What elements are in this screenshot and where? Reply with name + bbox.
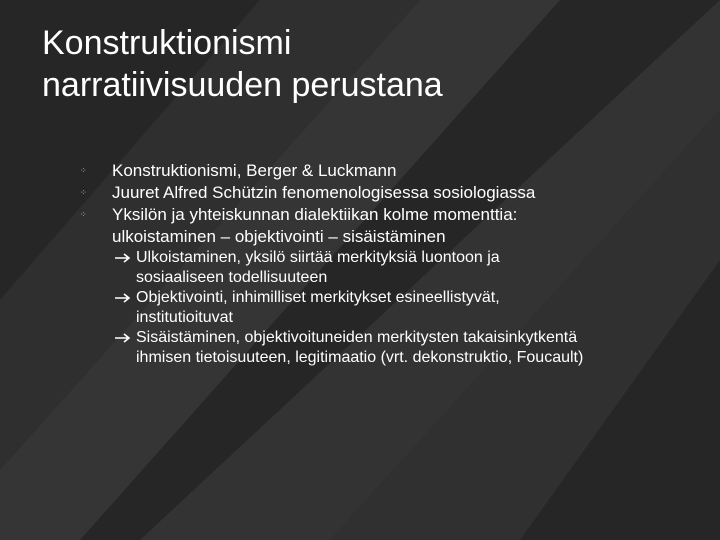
- sub-bullet-text-line-2: sosiaaliseen todellisuuteen: [136, 269, 328, 286]
- sub-bullet-item-1: [114, 248, 700, 288]
- sub-bullet-list: [112, 248, 700, 368]
- bullet-text-line-2: ulkoistaminen – objektivointi – sisäistäminen: [112, 227, 446, 246]
- sub-bullet-text-line-1: Ulkoistaminen, yksilö siirtää merkityksiä luontoon ja: [136, 249, 500, 266]
- sub-bullet-item-3: [114, 328, 700, 368]
- bullet-list: [80, 160, 700, 368]
- arrow-bullet-icon: [114, 332, 134, 344]
- arrow-bullet-icon: [114, 292, 134, 304]
- sub-bullet-text-line-1: Sisäistäminen, objektivoituneiden merkitysten takaisinkytkentä: [136, 329, 578, 346]
- sub-bullet-item-2: [114, 288, 700, 328]
- sub-bullet-text-line-1: Objektivointi, inhimilliset merkitykset esineellistyvät,: [136, 289, 500, 306]
- sub-bullet-text-line-2: institutioituvat: [136, 309, 233, 326]
- bullet-icon: ⁘: [80, 188, 87, 197]
- bullet-text: Konstruktionismi, Berger & Luckmann: [112, 161, 397, 180]
- title-line-2: narratiivisuuden perustana: [42, 66, 443, 104]
- bullet-item-3: [80, 204, 700, 368]
- bullet-text-line-1: Yksilön ja yhteiskunnan dialektiikan kolme momenttia:: [112, 205, 518, 224]
- bullet-icon: ⁘: [80, 166, 87, 175]
- bullet-icon: ⁘: [80, 210, 87, 219]
- bullet-text: Juuret Alfred Schützin fenomenologisessa sosiologiassa: [112, 183, 536, 202]
- bullet-item-2: [80, 182, 700, 204]
- arrow-bullet-icon: [114, 252, 134, 264]
- title-line-1: Konstruktionismi: [42, 24, 292, 62]
- sub-bullet-text-line-2: ihmisen tietoisuuteen, legitimaatio (vrt. dekonstruktio, Foucault): [136, 349, 584, 366]
- slide-title: [42, 22, 682, 106]
- bullet-item-1: [80, 160, 700, 182]
